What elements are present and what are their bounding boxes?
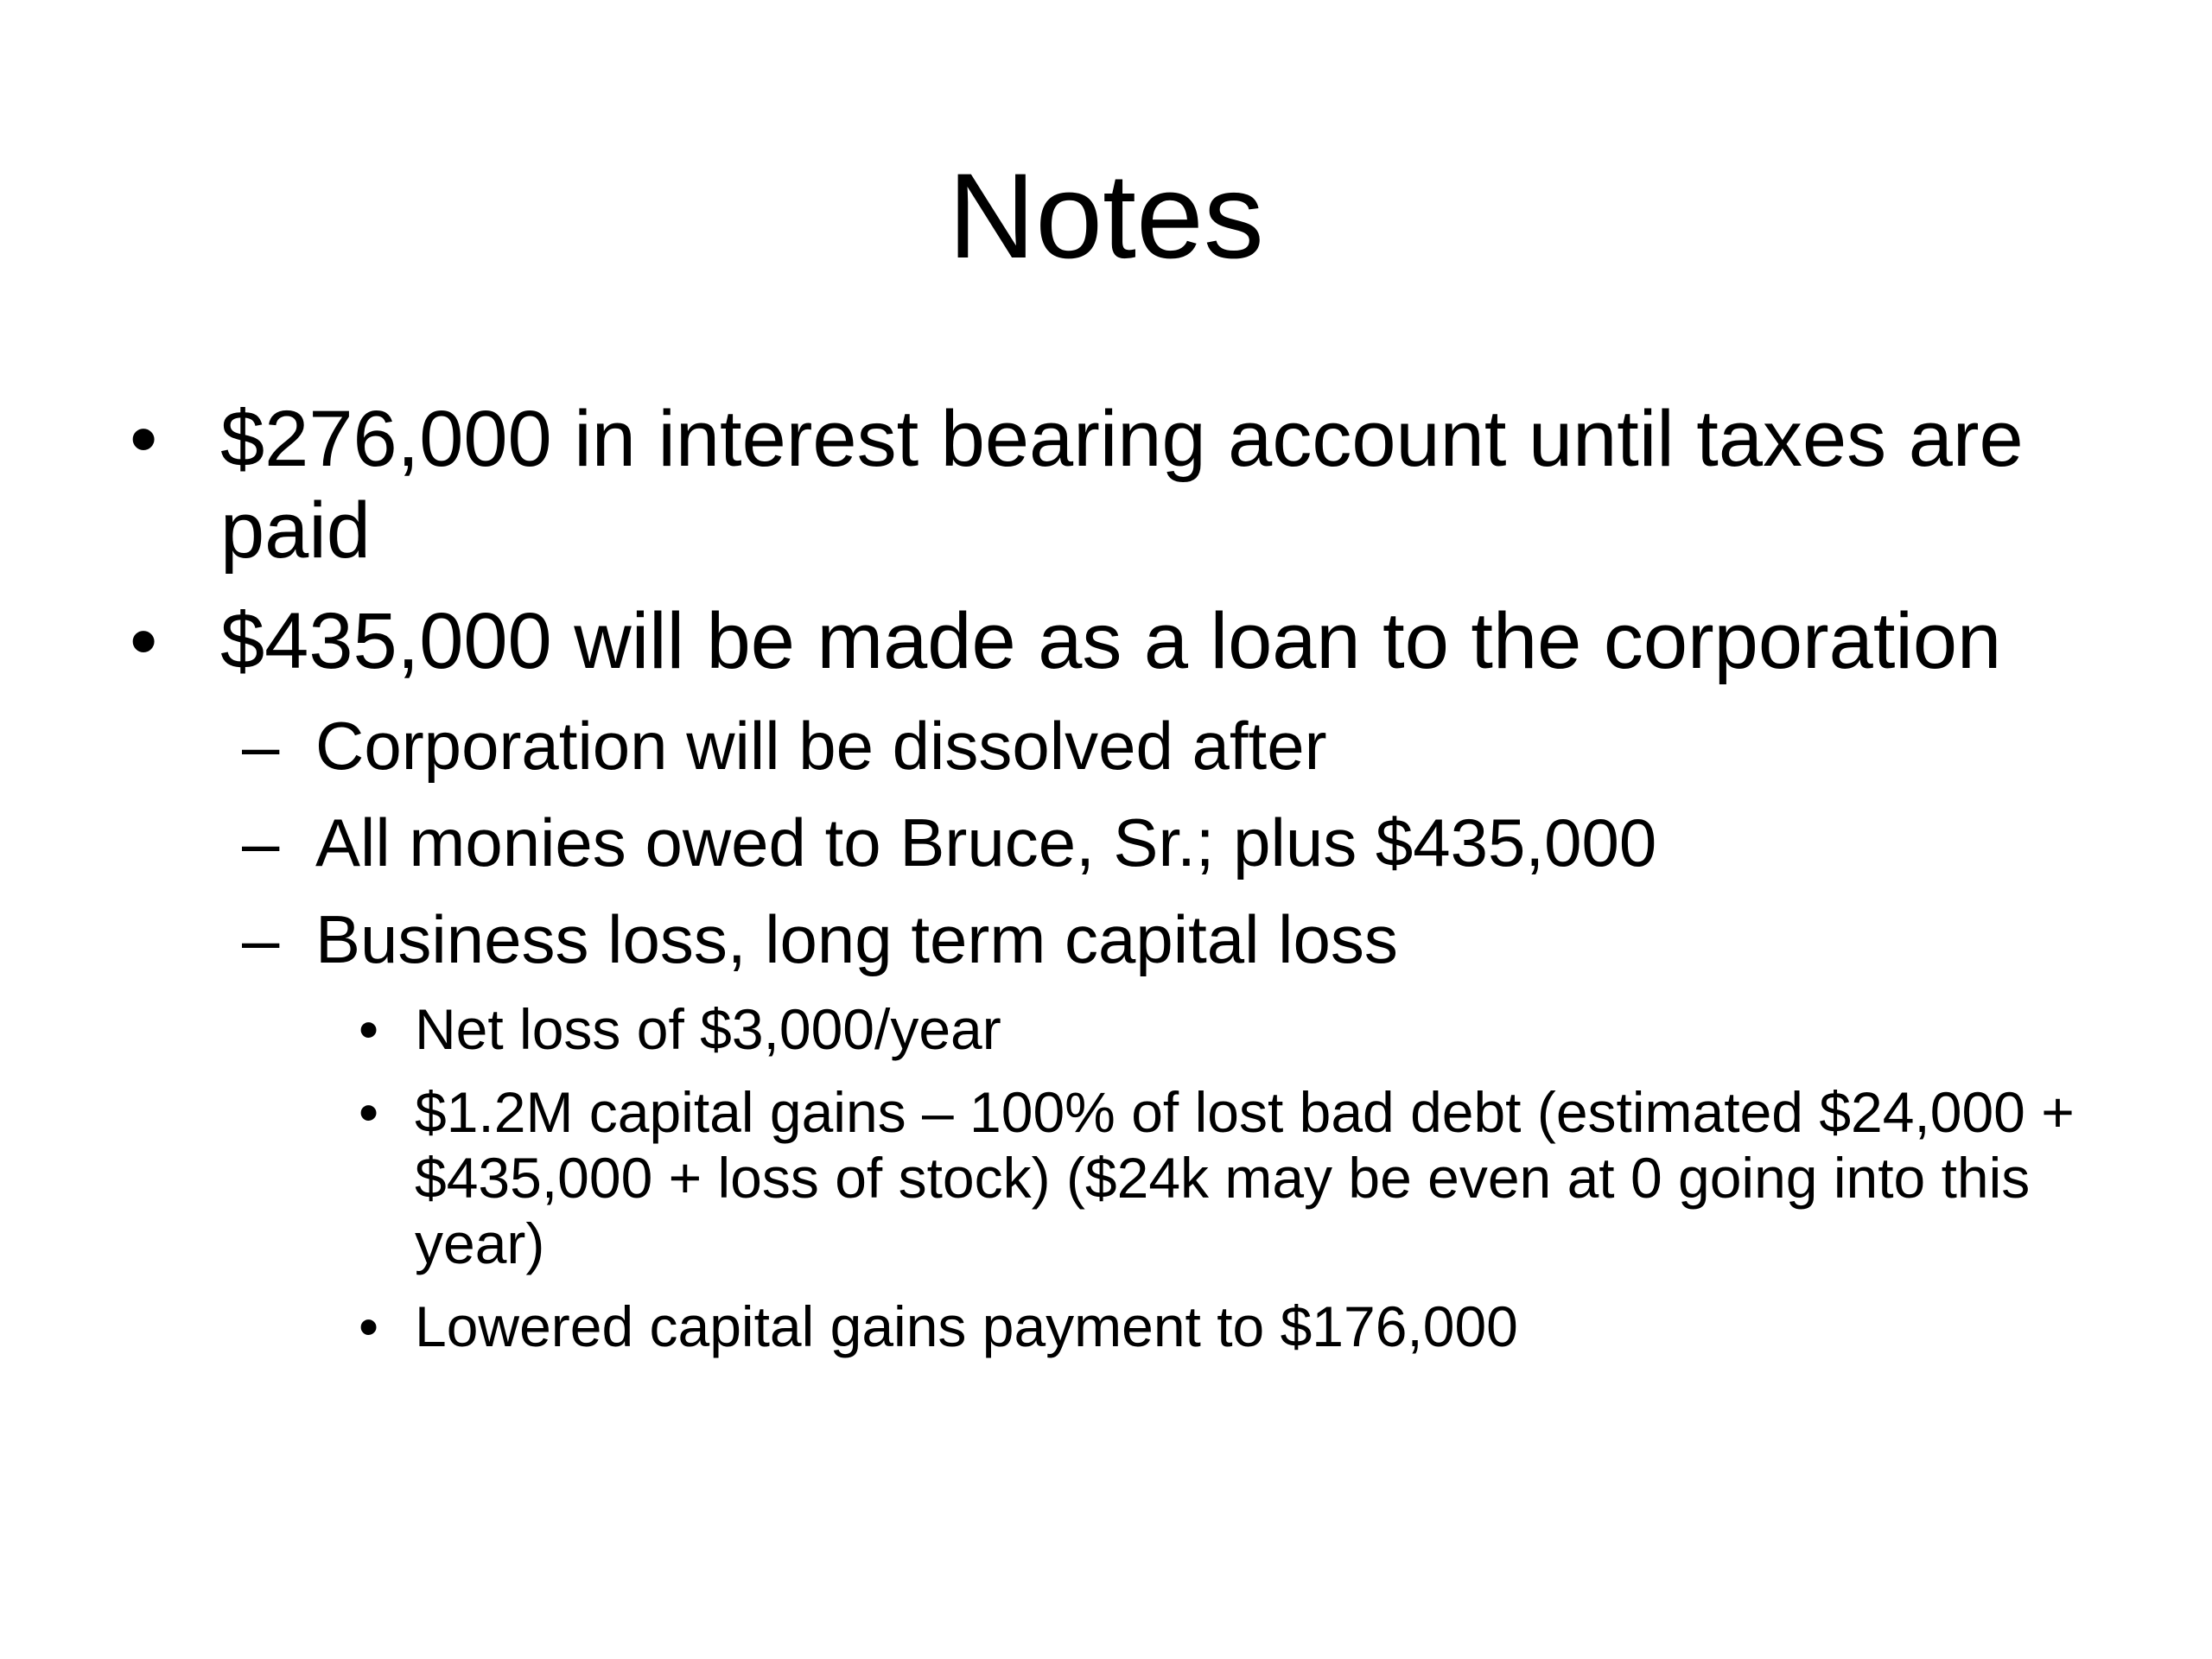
sub-bullet-list [130, 706, 2100, 979]
dash-marker: – [242, 804, 280, 880]
sub-sub-bullet-item [359, 1294, 2100, 1359]
sub-bullet-text: All monies owed to Bruce, Sr.; plus $435,000 [315, 804, 1657, 880]
sub-sub-bullet-item [359, 1079, 2100, 1276]
sub-sub-bullet-list [130, 996, 2100, 1359]
sub-bullet-item [242, 706, 2100, 785]
dash-marker: – [242, 901, 280, 977]
slide-title: Notes [948, 148, 1264, 283]
sub-bullet-text: Corporation will be dissolved after [315, 708, 1327, 784]
bullet-text: $435,000 will be made as a loan to the corporation [220, 597, 2002, 685]
bullet-marker: • [359, 997, 379, 1061]
sub-bullet-item [242, 899, 2100, 979]
bullet-marker: • [359, 1294, 379, 1358]
sub-sub-bullet-text: Net loss of $3,000/year [415, 997, 1001, 1061]
sub-bullet-item [242, 803, 2100, 882]
bullet-item [130, 393, 2100, 576]
bullet-marker: • [359, 1080, 379, 1144]
sub-sub-bullet-item [359, 996, 2100, 1062]
bullet-text: $276,000 in interest bearing account until taxes are paid [220, 395, 2024, 575]
bullet-marker: • [130, 395, 158, 483]
dash-marker: – [242, 708, 280, 784]
sub-sub-bullet-text: Lowered capital gains payment to $176,000 [415, 1294, 1518, 1358]
bullet-item [130, 595, 2100, 687]
bullet-marker: • [130, 597, 158, 685]
slide-body [130, 393, 2100, 1376]
sub-sub-bullet-text: $1.2M capital gains – 100% of lost bad debt (estimated $24,000 + $435,000 + loss of stock) ($24k may be even at 0 going into this year) [415, 1080, 2075, 1275]
sub-bullet-text: Business loss, long term capital loss [315, 901, 1398, 977]
bullet-list [130, 393, 2100, 687]
